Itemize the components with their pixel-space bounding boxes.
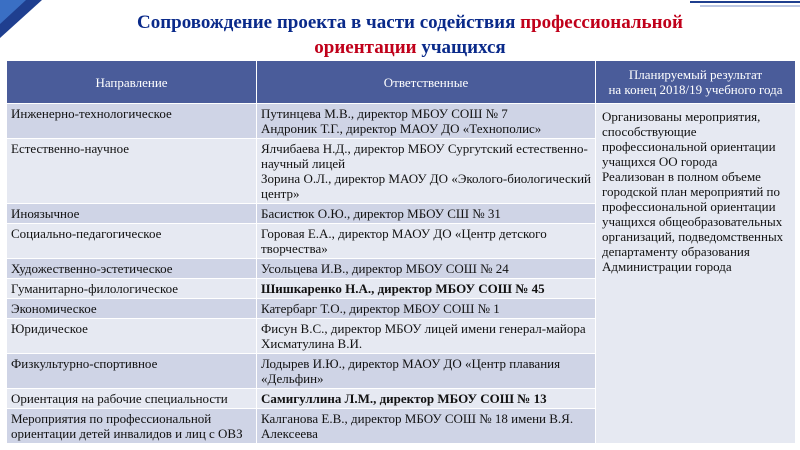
responsible-cell: Путинцева М.В., директор МБОУ СОШ № 7 Андроник Т.Г., директор МАОУ ДО «Технополис» bbox=[257, 104, 596, 139]
responsible-cell: Катербарг Т.О., директор МБОУ СОШ № 1 bbox=[257, 299, 596, 319]
direction-cell: Иноязычное bbox=[7, 204, 257, 224]
direction-cell: Юридическое bbox=[7, 319, 257, 354]
direction-cell: Социально-педагогическое bbox=[7, 224, 257, 259]
direction-cell: Экономическое bbox=[7, 299, 257, 319]
header-result: Планируемый результат на конец 2018/19 учебного года bbox=[596, 61, 796, 104]
responsible-cell: Басистюк О.Ю., директор МБОУ СШ № 31 bbox=[257, 204, 596, 224]
direction-cell: Гуманитарно-филологическое bbox=[7, 279, 257, 299]
responsible-cell: Самигуллина Л.М., директор МБОУ СОШ № 13 bbox=[257, 389, 596, 409]
result-cell: Организованы мероприятия, способствующие профессиональной ориентации учащихся ОО города Реализован в полном объеме городской план мероприятий по профессиональной ориентации учащихся общеобразовательных организаций, подведомственных департаменту образования Администрации города bbox=[596, 104, 796, 444]
header-responsible: Ответственные bbox=[257, 61, 596, 104]
direction-cell: Мероприятия по профессиональной ориентации детей инвалидов и лиц с ОВЗ bbox=[7, 409, 257, 444]
page-title: Сопровождение проекта в части содействия профессиональной ориентации учащихся bbox=[137, 12, 683, 58]
direction-cell: Естественно-научное bbox=[7, 139, 257, 204]
responsible-cell: Лодырев И.Ю., директор МАОУ ДО «Центр плавания «Дельфин» bbox=[257, 354, 596, 389]
direction-cell: Физкультурно-спортивное bbox=[7, 354, 257, 389]
responsible-cell: Ялчибаева Н.Д., директор МБОУ Сургутский естественно-научный лицей Зорина О.Л., директор МАОУ ДО «Эколого-биологический центр» bbox=[257, 139, 596, 204]
responsible-cell: Шишкаренко Н.А., директор МБОУ СОШ № 45 bbox=[257, 279, 596, 299]
project-table bbox=[6, 60, 795, 444]
direction-cell: Художественно-эстетическое bbox=[7, 259, 257, 279]
table-row bbox=[7, 104, 796, 139]
direction-cell: Инженерно-технологическое bbox=[7, 104, 257, 139]
responsible-cell: Калганова Е.В., директор МБОУ СОШ № 18 имени В.Я. Алексеева bbox=[257, 409, 596, 444]
table-header-row bbox=[7, 61, 796, 104]
header-direction: Направление bbox=[7, 61, 257, 104]
responsible-cell: Усольцева И.В., директор МБОУ СОШ № 24 bbox=[257, 259, 596, 279]
responsible-cell: Фисун В.С., директор МБОУ лицей имени генерал-майора Хисматулина В.И. bbox=[257, 319, 596, 354]
direction-cell: Ориентация на рабочие специальности bbox=[7, 389, 257, 409]
responsible-cell: Горовая Е.А., директор МАОУ ДО «Центр детского творчества» bbox=[257, 224, 596, 259]
